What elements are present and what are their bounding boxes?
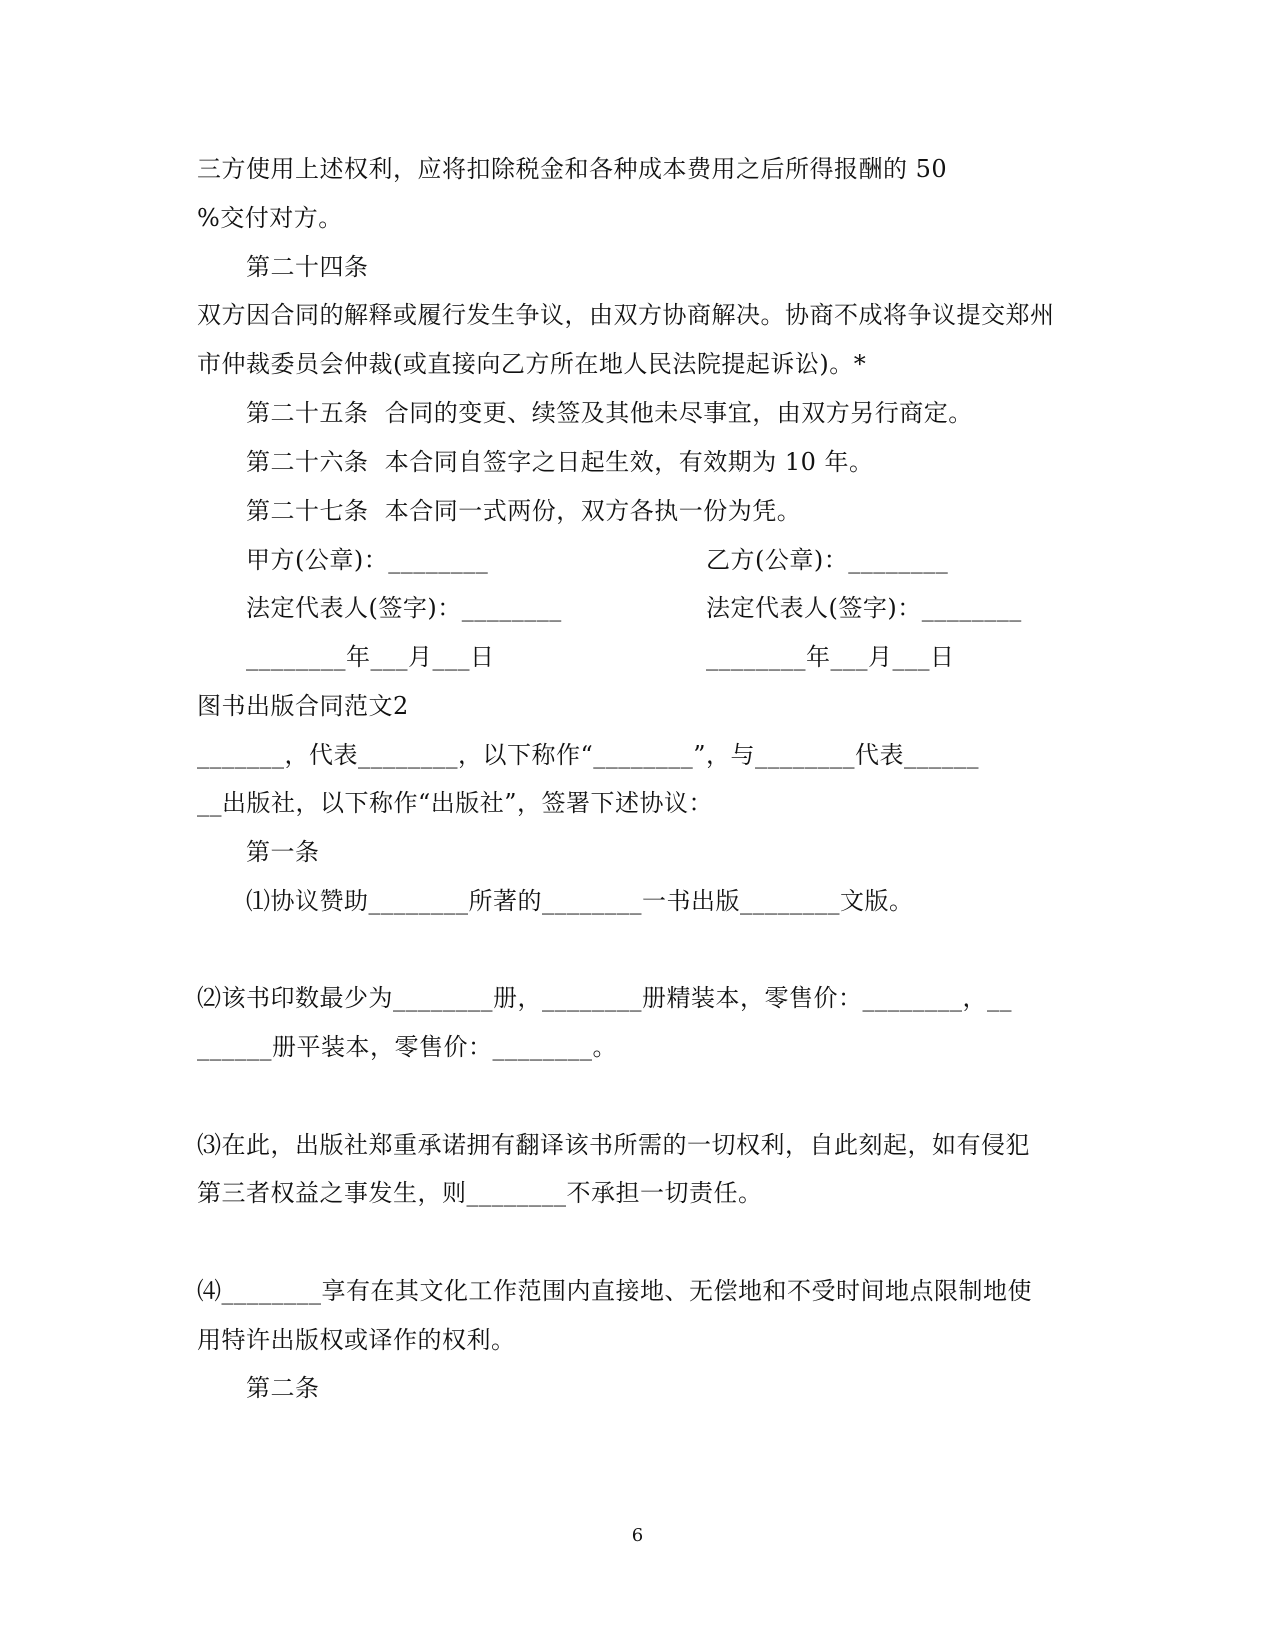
text-line: __出版社，以下称作“出版社”，签署下述协议： — [197, 789, 714, 817]
party-b-representative: 法定代表人(签字)：________ — [706, 594, 1022, 622]
clause-line: ⑶在此，出版社郑重承诺拥有翻译该书所需的一切权利，自此刻起，如有侵犯 — [197, 1131, 1030, 1159]
article-line: 第二十七条 本合同一式两份，双方各执一份为凭。 — [246, 497, 802, 525]
text-line: _______，代表________，以下称作“________”，与________代表______ — [197, 741, 980, 769]
page-number: 6 — [631, 1525, 644, 1546]
article-line: 第二十六条 本合同自签字之日起生效，有效期为 10 年。 — [246, 448, 874, 476]
text-line: 市仲裁委员会仲裁(或直接向乙方所在地人民法院提起诉讼)。* — [197, 350, 867, 378]
party-b-date: ________年___月___日 — [706, 643, 955, 671]
clause-line: 用特许出版权或译作的权利。 — [197, 1326, 516, 1354]
party-a-seal: 甲方(公章)：________ — [246, 546, 489, 574]
article-line: 第二十五条 合同的变更、续签及其他未尽事宜，由双方另行商定。 — [246, 399, 973, 427]
text-line: 三方使用上述权利，应将扣除税金和各种成本费用之后所得报酬的 50 — [197, 155, 948, 183]
section-title: 图书出版合同范文2 — [197, 692, 409, 720]
article-heading: 第一条 — [246, 838, 320, 866]
party-a-date: ________年___月___日 — [246, 643, 495, 671]
clause-line: ⑷________享有在其文化工作范围内直接地、无偿地和不受时间地点限制地使 — [197, 1277, 1032, 1305]
clause-line: ⑵该书印数最少为________册，________册精装本，零售价：________，__ — [197, 984, 1012, 1012]
article-heading: 第二条 — [246, 1374, 320, 1402]
clause-line: 第三者权益之事发生，则________不承担一切责任。 — [197, 1179, 763, 1207]
text-line: 双方因合同的解释或履行发生争议，由双方协商解决。协商不成将争议提交郑州 — [197, 301, 1055, 329]
party-b-seal: 乙方(公章)：________ — [706, 546, 949, 574]
article-heading: 第二十四条 — [246, 253, 369, 281]
clause-line: ⑴协议赞助________所著的________一书出版________文版。 — [246, 887, 914, 915]
text-line: %交付对方。 — [197, 204, 343, 232]
party-a-representative: 法定代表人(签字)：________ — [246, 594, 562, 622]
clause-line: ______册平装本，零售价：________。 — [197, 1033, 617, 1061]
